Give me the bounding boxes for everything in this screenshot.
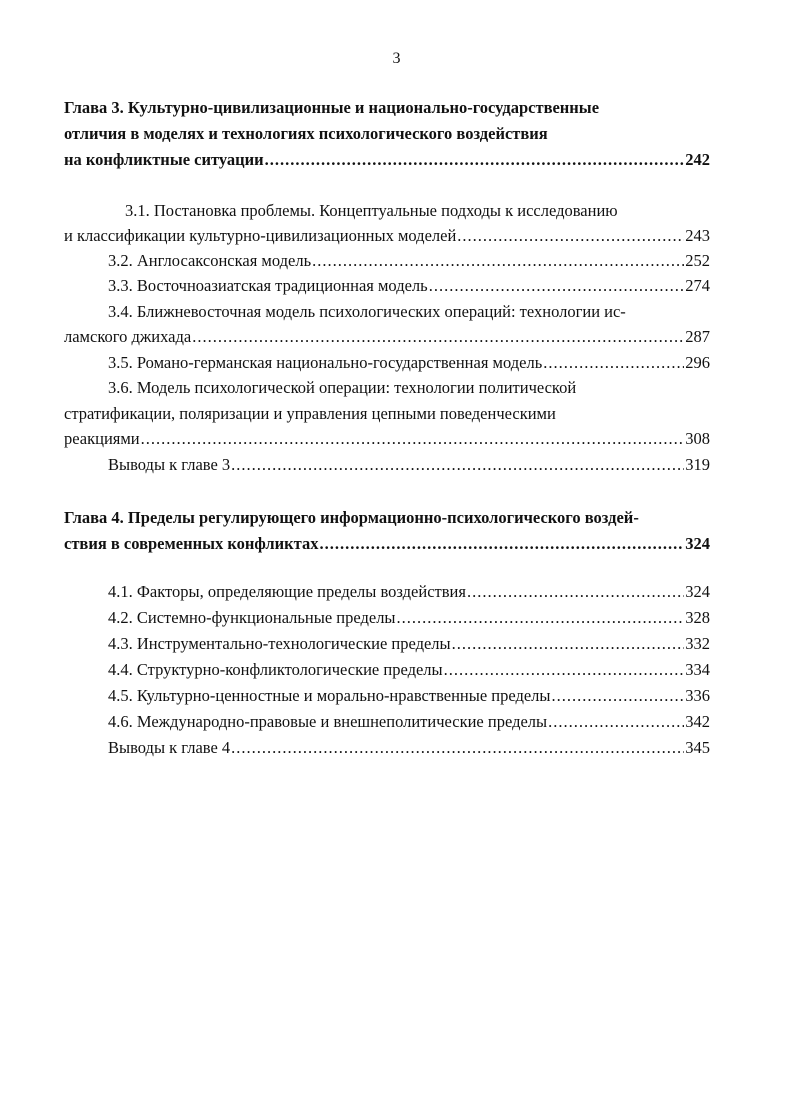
leader-dots (429, 276, 685, 296)
toc-entry-conclusions-4 (108, 738, 710, 758)
toc-entry-4-5 (108, 686, 710, 706)
section-3-6-line1: 3.6. Модель психологической операции: технологии политической (108, 378, 577, 397)
leader-dots (397, 608, 685, 628)
leader-dots (452, 634, 685, 654)
section-page: 332 (685, 634, 710, 653)
section-page: 287 (685, 327, 710, 346)
chapter4-page: 324 (685, 534, 710, 553)
section-label: 4.6. Международно-правовые и внешнеполитические пределы (108, 712, 548, 731)
section-label: Выводы к главе 3 (108, 455, 231, 474)
chapter3-title-line3: на конфликтные ситуации (64, 150, 264, 169)
section-page: 296 (685, 353, 710, 372)
page-number: 3 (392, 50, 401, 67)
section-page: 345 (685, 738, 710, 757)
section-3-4-line2: ламского джихада (64, 327, 192, 346)
section-label: 3.3. Восточноазиатская традиционная модель (108, 276, 428, 295)
section-page: 324 (685, 582, 710, 601)
leader-dots (444, 660, 685, 680)
section-page: 243 (685, 226, 710, 245)
leader-dots (312, 251, 684, 271)
section-page: 319 (685, 455, 710, 474)
leader-dots (192, 327, 684, 347)
leader-dots (231, 738, 684, 758)
section-label: Выводы к главе 4 (108, 738, 231, 757)
section-page: 252 (685, 251, 710, 270)
leader-dots (467, 582, 684, 602)
section-3-6-line3: реакциями (64, 429, 140, 448)
chapter3-page: 242 (685, 150, 710, 169)
toc-entry-3-6 (64, 429, 710, 449)
section-3-6-line2: стратификации, поляризации и управления цепными поведенческими (64, 404, 556, 423)
section-3-4-line1: 3.4. Ближневосточная модель психологических операций: технологии ис- (108, 302, 626, 321)
toc-entry-4-3 (108, 634, 710, 654)
chapter3-title-entry (64, 150, 710, 170)
toc-entry-3-3 (108, 276, 710, 296)
section-page: 342 (685, 712, 710, 731)
leader-dots (231, 455, 684, 475)
section-label: 4.4. Структурно-конфликтологические пределы (108, 660, 443, 679)
section-label: 4.1. Факторы, определяющие пределы воздействия (108, 582, 466, 601)
chapter4-title-entry (64, 534, 710, 554)
section-page: 334 (685, 660, 710, 679)
toc-entry-conclusions-3 (108, 455, 710, 475)
chapter4-title-line1: Глава 4. Пределы регулирующего информационно-психологического воздей- (64, 508, 639, 527)
toc-entry-3-2 (108, 251, 710, 271)
chapter3-title-line2: отличия в моделях и технологиях психологического воздействия (64, 124, 548, 143)
toc-entry-4-6 (108, 712, 710, 732)
toc-entry-4-4 (108, 660, 710, 680)
chapter4-title-line2: ствия в современных конфликтах (64, 534, 319, 553)
section-label: 4.5. Культурно-ценностные и морально-нравственные пределы (108, 686, 551, 705)
leader-dots (141, 429, 685, 449)
leader-dots (548, 712, 684, 732)
section-label: 3.2. Англосаксонская модель (108, 251, 312, 270)
section-label: 4.2. Системно-функциональные пределы (108, 608, 396, 627)
toc-entry-4-2 (108, 608, 710, 628)
toc-entry-4-1 (108, 582, 710, 602)
toc-entry-3-5 (108, 353, 710, 373)
section-label: 4.3. Инструментально-технологические пределы (108, 634, 451, 653)
leader-dots (552, 686, 685, 706)
section-label: 3.5. Романо-германская национально-государственная модель (108, 353, 543, 372)
section-page: 308 (685, 429, 710, 448)
section-page: 328 (685, 608, 710, 627)
section-page: 336 (685, 686, 710, 705)
toc-entry-3-4 (64, 327, 710, 347)
leader-dots (457, 226, 684, 246)
leader-dots (319, 534, 684, 554)
section-3-1-line2: и классификации культурно-цивилизационных моделей (64, 226, 457, 245)
chapter3-title-line1: Глава 3. Культурно-цивилизационные и национально-государственные (64, 98, 600, 117)
section-3-1-line1: 3.1. Постановка проблемы. Концептуальные подходы к исследованию (125, 201, 618, 220)
toc-entry-3-1 (64, 226, 710, 246)
leader-dots (543, 353, 684, 373)
leader-dots (265, 150, 685, 170)
section-page: 274 (685, 276, 710, 295)
